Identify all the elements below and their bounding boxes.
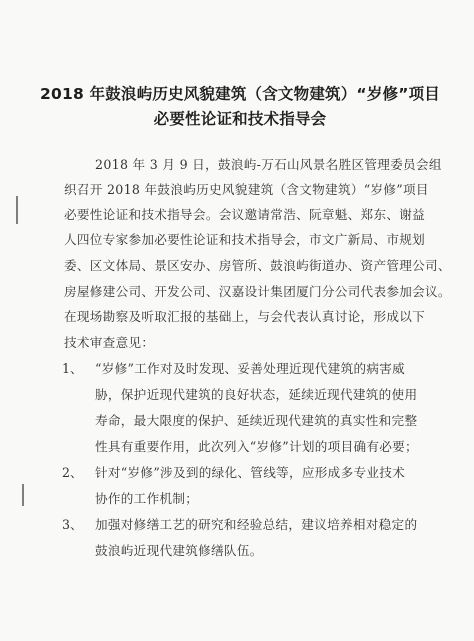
list-item-line: 鼓浪屿近现代建筑修缮队伍。	[95, 543, 263, 558]
list-item-line: 寿命，最大限度的保护、延续近现代建筑的真实性和完整	[95, 413, 418, 428]
document-title-line-1: 2018 年鼓浪屿历史风貌建筑（含文物建筑）“岁修”项目	[40, 85, 441, 103]
list-item-number: 1、	[62, 361, 83, 376]
list-item-line: 加强对修缮工艺的研究和经验总结，建议培养相对稳定的	[95, 517, 418, 532]
list-item-line: 针对“岁修”涉及到的绿化、管线等，应形成多专业技术	[95, 465, 406, 480]
list-item-number: 2、	[62, 465, 83, 480]
intro-line: 在现场勘察及听取汇报的基础上，与会代表认真讨论，形成以下	[64, 309, 426, 324]
list-item-line: 协作的工作机制；	[95, 491, 199, 506]
intro-line: 房屋修建公司、开发公司、汉嘉设计集团厦门分公司代表参加会议。	[64, 284, 451, 299]
scan-mark	[16, 196, 18, 224]
intro-line: 织召开 2018 年鼓浪屿历史风貌建筑（含文物建筑）“岁修”项目	[64, 182, 429, 197]
intro-line: 必要性论证和技术指导会。会议邀请常浩、阮章魁、郑东、谢益	[64, 207, 426, 222]
intro-line: 技术审查意见：	[64, 335, 155, 350]
list-item-line: 胁，保护近现代建筑的良好状态，延续近现代建筑的使用	[95, 387, 418, 402]
intro-line: 2018 年 3 月 9 日，鼓浪屿-万石山风景名胜区管理委员会组	[95, 157, 442, 172]
list-item-line: “岁修”工作对及时发现、妥善处理近现代建筑的病害威	[95, 361, 406, 376]
document-title-line-2: 必要性论证和技术指导会	[153, 110, 327, 128]
list-item-line: 性具有重要作用，此次列入“岁修”计划的项目确有必要；	[95, 439, 418, 454]
scan-mark	[22, 484, 24, 506]
intro-line: 人四位专家参加必要性论证和技术指导会，市文广新局、市规划	[64, 232, 426, 247]
intro-line: 委、区文体局、景区安办、房管所、鼓浪屿街道办、资产管理公司、	[64, 258, 451, 273]
list-item-number: 3、	[62, 517, 83, 532]
